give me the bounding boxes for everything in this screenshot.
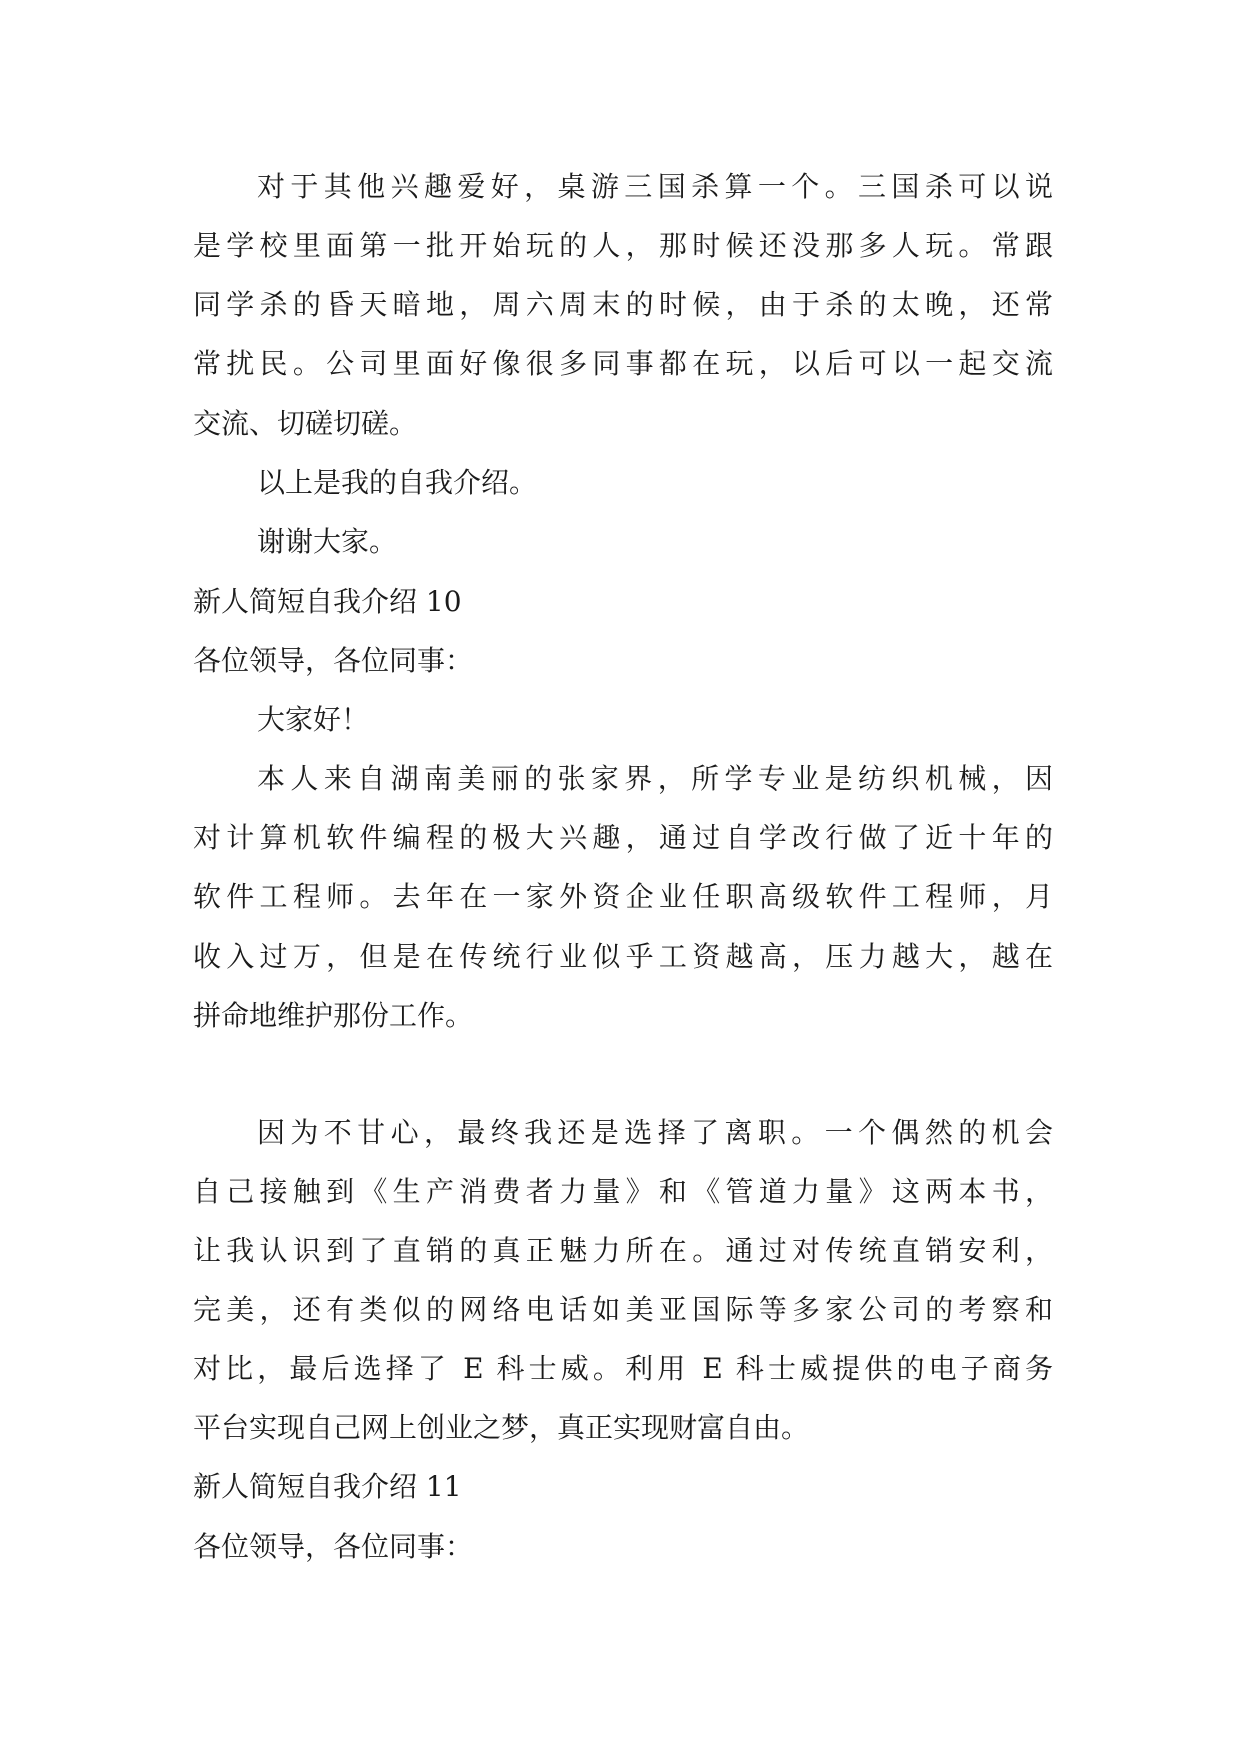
paragraph-line: 交流、切磋切磋。: [193, 407, 418, 440]
paragraph-line: 因为不甘心，最终我还是选择了离职。一个偶然的机会: [257, 1116, 1053, 1149]
paragraph-line: 平台实现自己网上创业之梦，真正实现财富自由。: [193, 1411, 810, 1444]
paragraph-line: 软件工程师。去年在一家外资企业任职高级软件工程师，月: [193, 880, 1053, 913]
salutation: 各位领导，各位同事：: [193, 1530, 474, 1563]
paragraph-line: 拼命地维护那份工作。: [193, 999, 474, 1032]
paragraph-line: 自己接触到《生产消费者力量》和《管道力量》这两本书，: [193, 1175, 1053, 1208]
paragraph-line: 对于其他兴趣爱好，桌游三国杀算一个。三国杀可以说: [257, 170, 1053, 203]
paragraph-line: 对比，最后选择了 E 科士威。利用 E 科士威提供的电子商务: [193, 1352, 1053, 1385]
paragraph-line: 本人来自湖南美丽的张家界，所学专业是纺织机械，因: [257, 762, 1053, 795]
paragraph-line: 是学校里面第一批开始玩的人，那时候还没那多人玩。常跟: [193, 229, 1053, 262]
paragraph-line: 常扰民。公司里面好像很多同事都在玩，以后可以一起交流: [193, 347, 1053, 380]
paragraph-line: 以上是我的自我介绍。: [257, 466, 538, 499]
paragraph-line: 对计算机软件编程的极大兴趣，通过自学改行做了近十年的: [193, 821, 1053, 854]
paragraph-line: 收入过万，但是在传统行业似乎工资越高，压力越大，越在: [193, 940, 1053, 973]
paragraph-line: 谢谢大家。: [257, 525, 398, 558]
salutation: 各位领导，各位同事：: [193, 644, 474, 677]
section-heading: 新人简短自我介绍 10: [193, 585, 462, 618]
section-heading: 新人简短自我介绍 11: [193, 1470, 462, 1503]
greeting: 大家好！: [257, 703, 370, 736]
paragraph-line: 让我认识到了直销的真正魅力所在。通过对传统直销安利，: [193, 1234, 1053, 1267]
paragraph-line: 完美，还有类似的网络电话如美亚国际等多家公司的考察和: [193, 1293, 1053, 1326]
paragraph-line: 同学杀的昏天暗地，周六周末的时候，由于杀的太晚，还常: [193, 288, 1053, 321]
